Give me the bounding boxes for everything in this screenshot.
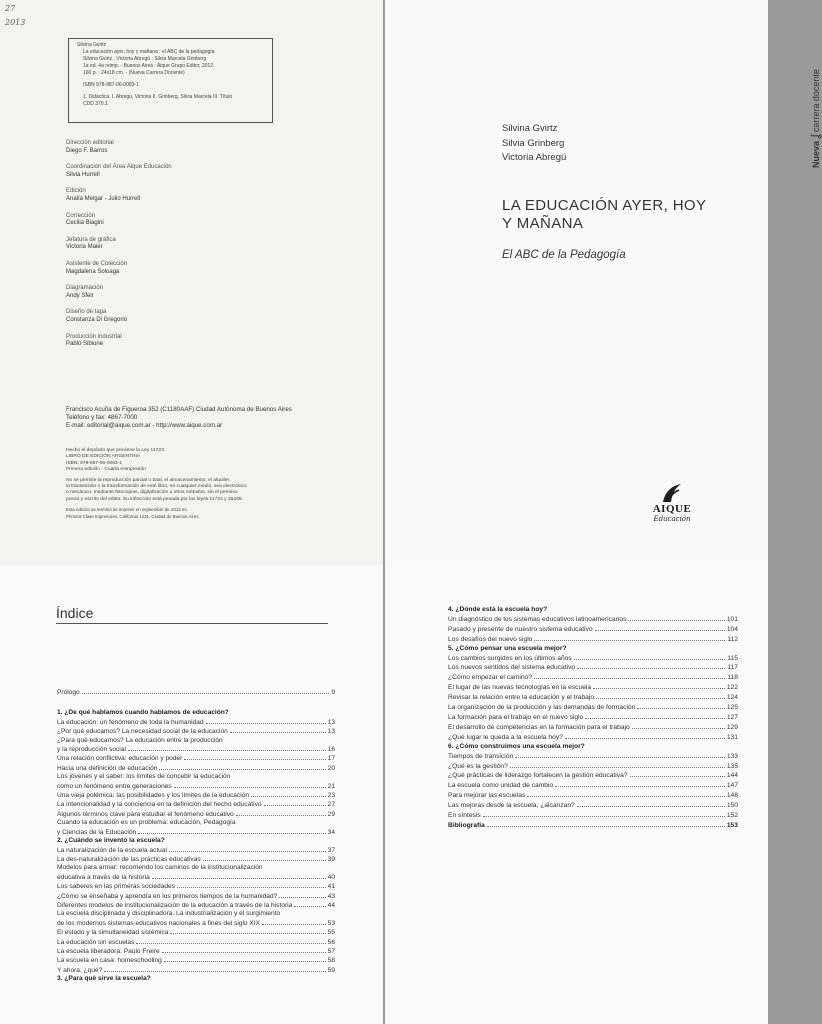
- legal-line: No se permite la reproducción parcial o total, el almacenamiento, el alquiler,: [66, 477, 231, 483]
- toc-entry: [57, 727, 335, 736]
- legal-line: LIBRO DE EDICIÓN ARGENTINA: [66, 454, 141, 460]
- title-page: [385, 0, 822, 565]
- toc-entry: [57, 846, 335, 855]
- toc-page-number: 16: [327, 746, 335, 754]
- toc-chapter-heading: [57, 709, 335, 717]
- toc-entry: [57, 688, 335, 697]
- toc-right: [448, 606, 738, 831]
- toc-leader-dots: [574, 654, 726, 660]
- toc-entry: [57, 919, 335, 928]
- toc-page-number: 13: [327, 718, 335, 726]
- credit-name: Cecilia Biagini: [66, 220, 104, 227]
- credit-role: Corrección: [66, 212, 96, 219]
- handwritten-line: 2013: [5, 18, 26, 27]
- toc-entry: [57, 754, 335, 763]
- toc-chapter-heading: [57, 837, 335, 845]
- credit-role: Jefatura de gráfica: [66, 236, 116, 243]
- credit-item: [66, 188, 376, 203]
- credits-page: [0, 0, 383, 565]
- credit-item: [66, 334, 376, 349]
- credit-item: [66, 285, 376, 300]
- toc-page-number: 41: [327, 883, 335, 891]
- toc-entry-title: La escuela como unidad de cambio: [448, 782, 554, 790]
- toc-page-number: 112: [727, 635, 738, 643]
- toc-entry-title: Una relación conflictiva: educación y poder: [57, 755, 183, 763]
- toc-leader-dots: [136, 938, 325, 944]
- toc-leader-dots: [527, 791, 725, 797]
- credit-name: Magdalena Soloaga: [66, 268, 120, 275]
- toc-page-number: 37: [327, 846, 335, 854]
- toc-entry: [448, 821, 738, 831]
- toc-leader-dots: [82, 688, 330, 694]
- toc-entry-title: 4. ¿Dónde está la escuela hoy?: [448, 606, 548, 613]
- toc-entry: [57, 901, 335, 910]
- toc-leader-dots: [577, 801, 725, 807]
- toc-chapter-heading: [448, 645, 738, 654]
- credit-role: Asistente de Colección: [66, 260, 128, 267]
- credit-role: Producción industrial: [66, 333, 122, 340]
- toc-entry-title: 3. ¿Para qué sirve la escuela?: [57, 975, 151, 983]
- catalog-line: Silvina Gvirtz: [77, 42, 107, 48]
- handwritten-note: [5, 2, 25, 30]
- toc-left: [57, 676, 335, 984]
- legal-line: previo y escrito del editor. Su infracción está penada por las leyes 11723 y 25446.: [66, 496, 243, 502]
- toc-entry-title: Cuando la educación es un problema: educación, Pedagogía: [57, 819, 236, 827]
- toc-entry-title: La naturalización de la escuela actual: [57, 846, 167, 854]
- toc-entry-title: Los desafíos del nuevo siglo: [448, 635, 533, 643]
- toc-leader-dots: [203, 855, 326, 861]
- address-line: Teléfono y fax: 4867-7000: [66, 414, 138, 421]
- toc-entry-title: ¿Qué prácticas de liderazgo fortalecen la gestión educativa?: [448, 772, 628, 780]
- toc-entry: [448, 811, 738, 821]
- toc-entry-title: La educación sin escuelas: [57, 938, 135, 946]
- toc-entry-title: Bibliografía: [448, 821, 485, 829]
- toc-entry: [57, 938, 335, 947]
- toc-entry-title: Diferentes modelos de institucionalización de la educación a través de la historia: [57, 901, 293, 909]
- collection-name: [810, 48, 822, 168]
- toc-entry-title: Los nuevos sentidos del sistema educativo: [448, 664, 576, 672]
- toc-leader-dots: [262, 919, 326, 925]
- toc-entry-title: de los modernos sistemas educativos nacionales a fines del siglo XIX: [57, 919, 261, 927]
- credit-item: [66, 164, 376, 179]
- credit-name: Pablo Sibione: [66, 341, 104, 348]
- publisher-address: [66, 406, 376, 430]
- credit-role: Coordinación del Área Aique Educación: [66, 164, 172, 171]
- toc-entry-title: ¿Cómo empezar el camino?: [448, 674, 532, 682]
- toc-leader-dots: [236, 810, 326, 816]
- toc-entry-title: Y ahora, ¿qué?: [57, 966, 103, 974]
- legal-line: Hecho el depósito que previene la Ley 11723.: [66, 448, 166, 453]
- toc-leader-dots: [510, 762, 725, 768]
- toc-page-number: 20: [327, 764, 335, 772]
- toc-entry: [57, 791, 335, 800]
- index-title: Índice: [56, 605, 328, 624]
- legal-line: Primera edición - Cuarta reimpresión: [66, 467, 146, 473]
- toc-entry: [57, 828, 335, 837]
- toc-entry: [448, 625, 738, 635]
- toc-page-number: 101: [726, 615, 738, 623]
- credit-item: [66, 213, 376, 228]
- credit-role: Dirección editorial: [66, 140, 114, 146]
- toc-page-number: 131: [726, 733, 738, 741]
- toc-entry: [57, 819, 335, 827]
- toc-entry: [57, 745, 335, 754]
- toc-leader-dots: [596, 693, 725, 699]
- toc-entry-title: Tiempos de transición: [448, 752, 514, 760]
- authors: [502, 122, 566, 166]
- credit-role: Diagramación: [66, 285, 104, 292]
- toc-leader-dots: [206, 718, 326, 724]
- catalog-line: Silvina Gvirtz ; Victoria Abregú ; Silvia Marcela Grinberg: [83, 56, 207, 62]
- legal-line: Primera Clase Impresores, California 1231, Ciudad de Buenos Aires.: [66, 513, 200, 519]
- toc-page-number: 124: [726, 694, 738, 702]
- toc-entry: [57, 928, 335, 937]
- catalog-line: 160 p. ; 24x18 cm. - (Nueva Carrera Docente): [83, 70, 185, 76]
- toc-entry-title: ¿Por qué educamos? La necesidad social de la educación: [57, 728, 228, 736]
- toc-page-number: 144: [726, 772, 738, 780]
- toc-entry: [57, 873, 335, 882]
- toc-leader-dots: [251, 791, 326, 797]
- toc-entry-title: El estado y la simultaneidad sistémica: [57, 929, 169, 937]
- book-title-line: Y MAÑANA: [502, 215, 584, 232]
- toc-page-number: 29: [327, 810, 335, 818]
- toc-entry-title: ¿Qué es la gestión?: [448, 762, 508, 770]
- toc-entry-title: y la reproducción social: [57, 746, 126, 754]
- book-title: [502, 197, 706, 233]
- toc-page-number: 148: [726, 792, 738, 800]
- catalog-isbn: ISBN 978-987-06-0083-1: [83, 82, 139, 88]
- toc-leader-dots: [164, 956, 326, 962]
- catalog-line: 1a ed. 4a reimp. - Buenos Aires : Aique Grupo Editor, 2012.: [83, 63, 215, 69]
- toc-entry: [448, 615, 738, 625]
- toc-leader-dots: [515, 752, 725, 758]
- toc-entry: [448, 703, 738, 713]
- toc-leader-dots: [585, 713, 725, 719]
- toc-entry-title: Revisar la relación entre la educación y el trabajo: [448, 694, 595, 702]
- toc-leader-dots: [170, 928, 325, 934]
- toc-leader-dots: [138, 828, 325, 834]
- toc-leader-dots: [577, 663, 725, 669]
- toc-chapter-heading: [57, 975, 335, 983]
- toc-leader-dots: [534, 673, 725, 679]
- toc-entry: [57, 855, 335, 864]
- toc-entry-title: Los saberes en las primeras sociedades: [57, 883, 176, 891]
- toc-entry: [448, 752, 738, 762]
- toc-page-number: 40: [327, 873, 335, 881]
- toc-leader-dots: [152, 873, 326, 879]
- toc-entry-title: Algunos términos clave para estudiar el fenómeno educativo: [57, 810, 234, 818]
- toc-page-number: 133: [726, 752, 738, 760]
- toc-entry-title: Los jóvenes y el saber: los límites de concebir la educación: [57, 773, 231, 781]
- toc-entry-title: La escuela liberadora: Paulo Freire: [57, 947, 160, 955]
- toc-entry: [57, 800, 335, 809]
- toc-page-number: 104: [726, 625, 738, 633]
- credit-item: [66, 237, 376, 252]
- toc-entry: [448, 693, 738, 703]
- credit-name: Andy Sfeir: [66, 292, 94, 299]
- toc-page-number: 55: [327, 929, 335, 937]
- toc-entry: [448, 791, 738, 801]
- legal-line: ISBN: 978-987-06-0083-1: [66, 460, 123, 466]
- logo-name: AIQUE: [652, 503, 692, 515]
- toc-entry: [448, 762, 738, 772]
- toc-entry-title: La organización de la producción y las demandas de formación: [448, 704, 636, 712]
- toc-entry: [57, 718, 335, 727]
- toc-leader-dots: [264, 800, 326, 806]
- toc-leader-dots: [162, 947, 326, 953]
- toc-leader-dots: [177, 882, 326, 888]
- toc-entry-title: El desarrollo de competencias en la formación para el trabajo: [448, 723, 630, 731]
- toc-page-number: 127: [726, 713, 738, 721]
- toc-leader-dots: [534, 635, 725, 641]
- toc-chapter-heading: [448, 606, 738, 615]
- index-page-right: [385, 565, 768, 1024]
- toc-entry: [57, 892, 335, 901]
- toc-page-number: 27: [327, 801, 335, 809]
- toc-page-number: 122: [726, 684, 738, 692]
- toc-entry-title: La escuela en casa: homeschooling: [57, 957, 162, 965]
- toc-page-number: 34: [327, 828, 335, 836]
- aique-logo-icon: [659, 482, 685, 504]
- toc-entry-title: 5. ¿Cómo pensar una escuela mejor?: [448, 644, 567, 652]
- toc-entry: [57, 882, 335, 891]
- legal-line: Esta edición se terminó de imprimir en septiembre de 2012 en: [66, 507, 187, 513]
- credit-name: Analía Melgar - Julio Hurrell: [66, 195, 141, 202]
- toc-entry: [448, 654, 738, 664]
- toc-entry: [57, 764, 335, 773]
- author-name: Silvina Gvirtz: [502, 123, 558, 134]
- credit-name: Diego F. Barros: [66, 147, 108, 154]
- toc-entry: [57, 864, 335, 872]
- cataloging-box: [68, 38, 273, 123]
- toc-entry-title: La intencionalidad y la conciencia en la definición del hecho educativo: [57, 801, 262, 809]
- toc-leader-dots: [294, 901, 325, 907]
- toc-leader-dots: [104, 966, 325, 972]
- toc-entry: [448, 801, 738, 811]
- toc-entry: [448, 635, 738, 645]
- toc-entry: [448, 723, 738, 733]
- toc-entry-title: 1. ¿De qué hablamos cuando hablamos de educación?: [57, 709, 229, 717]
- toc-page-number: 115: [727, 654, 738, 662]
- toc-page-number: 13: [327, 728, 335, 736]
- toc-page-number: 53: [327, 919, 335, 927]
- toc-page-number: 59: [327, 966, 335, 974]
- toc-leader-dots: [555, 781, 725, 787]
- address-line: E-mail: editorial@aique.com.ar - http://www.aique.com.ar: [66, 422, 223, 429]
- toc-entry-title: Los cambios surgidos en los últimos años: [448, 654, 572, 662]
- toc-entry-title: Una vieja polémica: las posibilidades y los límites de la educación: [57, 792, 250, 800]
- toc-entry-title: 6. ¿Cómo construimos una escuela mejor?: [448, 742, 585, 750]
- toc-leader-dots: [637, 703, 724, 709]
- toc-page-number: 39: [327, 855, 335, 863]
- toc-page-number: 43: [327, 892, 335, 900]
- credit-role: Edición: [66, 188, 86, 195]
- toc-page-number: 129: [726, 723, 738, 731]
- toc-leader-dots: [169, 846, 326, 852]
- toc-leader-dots: [565, 733, 725, 739]
- credit-item: [66, 261, 376, 276]
- toc-page-number: 147: [726, 782, 738, 790]
- address-line: Francisco Acuña de Figueroa 352 (C1180AAF) Ciudad Autónoma de Buenos Aires: [66, 406, 292, 413]
- author-name: Silvia Grinberg: [502, 137, 565, 149]
- toc-leader-dots: [128, 745, 326, 751]
- toc-page-number: 44: [327, 901, 335, 909]
- toc-entry: [57, 773, 335, 781]
- toc-page-number: 150: [726, 802, 738, 810]
- toc-page-number: 153: [726, 821, 738, 829]
- toc-entry: [448, 673, 738, 683]
- handwritten-line: 27: [5, 4, 16, 13]
- toc-entry: [57, 810, 335, 819]
- toc-leader-dots: [184, 754, 325, 760]
- collection-bold: Nueva: [811, 140, 821, 168]
- credit-name: Constanza Di Gregorio: [66, 316, 128, 323]
- toc-leader-dots: [279, 892, 325, 898]
- legal-line: la transmisión o la transformación de este libro, en cualquier medio, sea electrónico: [66, 484, 247, 490]
- toc-entry-title: 2. ¿Cuándo se inventó la escuela?: [57, 837, 165, 845]
- toc-page-number: 117: [727, 664, 738, 672]
- credit-name: Silvia Hurrell: [66, 171, 100, 178]
- toc-entry: [57, 966, 335, 975]
- toc-entry: [57, 782, 335, 791]
- toc-entry-title: La escuela disciplinada y disciplinadora. La industrialización y el surgimiento: [57, 910, 281, 918]
- toc-entry-title: Modelos para armar: recorriendo los caminos de la institucionalización: [57, 864, 263, 872]
- toc-entry: [448, 683, 738, 693]
- toc-leader-dots: [593, 683, 725, 689]
- toc-entry-title: Pasado y presente de nuestro sistema educativo: [448, 625, 593, 633]
- toc-page-number: 17: [327, 755, 335, 763]
- catalog-classification: 1. Didáctica. I. Abregú, Victoria II. Grinberg, Silvia Marcela III. Título: [83, 94, 233, 100]
- toc-entry: [448, 713, 738, 723]
- index-page-left: [0, 565, 383, 1024]
- toc-entry: [448, 733, 738, 743]
- toc-page-number: 21: [327, 782, 335, 790]
- toc-page-number: 56: [327, 938, 335, 946]
- toc-leader-dots: [159, 764, 325, 770]
- toc-entry: [57, 737, 335, 745]
- catalog-line: La educación ayer, hoy y mañana : el ABC de la pedagogía: [83, 49, 215, 55]
- credit-item: [66, 140, 376, 155]
- toc-page-number: 57: [327, 947, 335, 955]
- toc-entry-title: ¿Para qué educamos? La educación entre la producción: [57, 736, 223, 744]
- toc-entry-title: La educación: un fenómeno de toda la humanidad: [57, 718, 204, 726]
- toc-entry: [448, 781, 738, 791]
- book-subtitle: El ABC de la Pedagogía: [502, 249, 626, 261]
- toc-page-number: 152: [726, 812, 738, 820]
- toc-leader-dots: [628, 615, 724, 621]
- toc-page-number: 125: [726, 704, 738, 712]
- toc-leader-dots: [630, 771, 725, 777]
- toc-chapter-heading: [448, 743, 738, 752]
- credit-item: [66, 309, 376, 324]
- toc-entry-title: ¿Cómo se enseñaba y aprendía en los primeros tiempos de la humanidad?: [57, 892, 278, 900]
- toc-entry: [448, 771, 738, 781]
- toc-entry: [57, 910, 335, 918]
- toc-entry-title: ¿Qué lugar le queda a la escuela hoy?: [448, 733, 563, 741]
- toc-entry-title: Un diagnóstico de los sistemas educativos latinoamericanos: [448, 615, 627, 623]
- toc-entry: [57, 947, 335, 956]
- toc-page-number: 23: [327, 792, 335, 800]
- toc-entry-title: La formación para el trabajo en el nuevo siglo: [448, 713, 584, 721]
- toc-entry-title: Prólogo: [57, 689, 80, 696]
- toc-leader-dots: [483, 811, 725, 817]
- toc-page-number: 58: [327, 957, 335, 965]
- toc-leader-dots: [487, 821, 725, 827]
- catalog-classification: CDD 370.1: [83, 101, 108, 107]
- toc-entry-title: Para mejorar las escuelas: [448, 792, 526, 800]
- toc-page-number: 135: [726, 762, 738, 770]
- collection-rest: carrera docente: [811, 69, 821, 133]
- credit-role: Diseño de tapa: [66, 309, 107, 316]
- toc-entry: [448, 663, 738, 673]
- publisher-logo: [647, 482, 697, 523]
- toc-entry-title: El lugar de las nuevas tecnologías en la escuela: [448, 684, 592, 692]
- toc-leader-dots: [230, 727, 326, 733]
- toc-entry-title: Hacia una definición de educación: [57, 764, 158, 772]
- author-name: Victoria Abregú: [502, 152, 567, 163]
- toc-leader-dots: [595, 625, 725, 631]
- toc-entry-title: y Ciencias de la Educación: [57, 828, 137, 836]
- legal-line: o mecánico, mediante fotocopias, digitalización u otros métodos, sin el permiso: [66, 490, 238, 496]
- toc-entry: [57, 956, 335, 965]
- toc-leader-dots: [632, 723, 725, 729]
- toc-entry-title: En síntesis: [448, 812, 481, 820]
- credits-list: [66, 140, 376, 358]
- toc-entry-title: Las mejoras desde la escuela, ¿alcanzan?: [448, 802, 575, 810]
- toc-entry-title: La des-naturalización de las prácticas educativas: [57, 855, 201, 863]
- toc-page-number: 9: [331, 689, 335, 696]
- toc-leader-dots: [174, 782, 326, 788]
- legal-notice: [66, 448, 366, 520]
- toc-page-number: 118: [727, 674, 738, 682]
- collection-swirl-icon: ʆ: [810, 134, 822, 139]
- toc-entry-title: educativa a través de la historia: [57, 873, 150, 881]
- book-title-line: LA EDUCACIÓN AYER, HOY: [502, 197, 707, 214]
- credit-name: Victoria Maier: [66, 244, 103, 251]
- logo-subtitle: Educación: [653, 515, 691, 523]
- toc-entry-title: como un fenómeno entre generaciones: [57, 782, 172, 790]
